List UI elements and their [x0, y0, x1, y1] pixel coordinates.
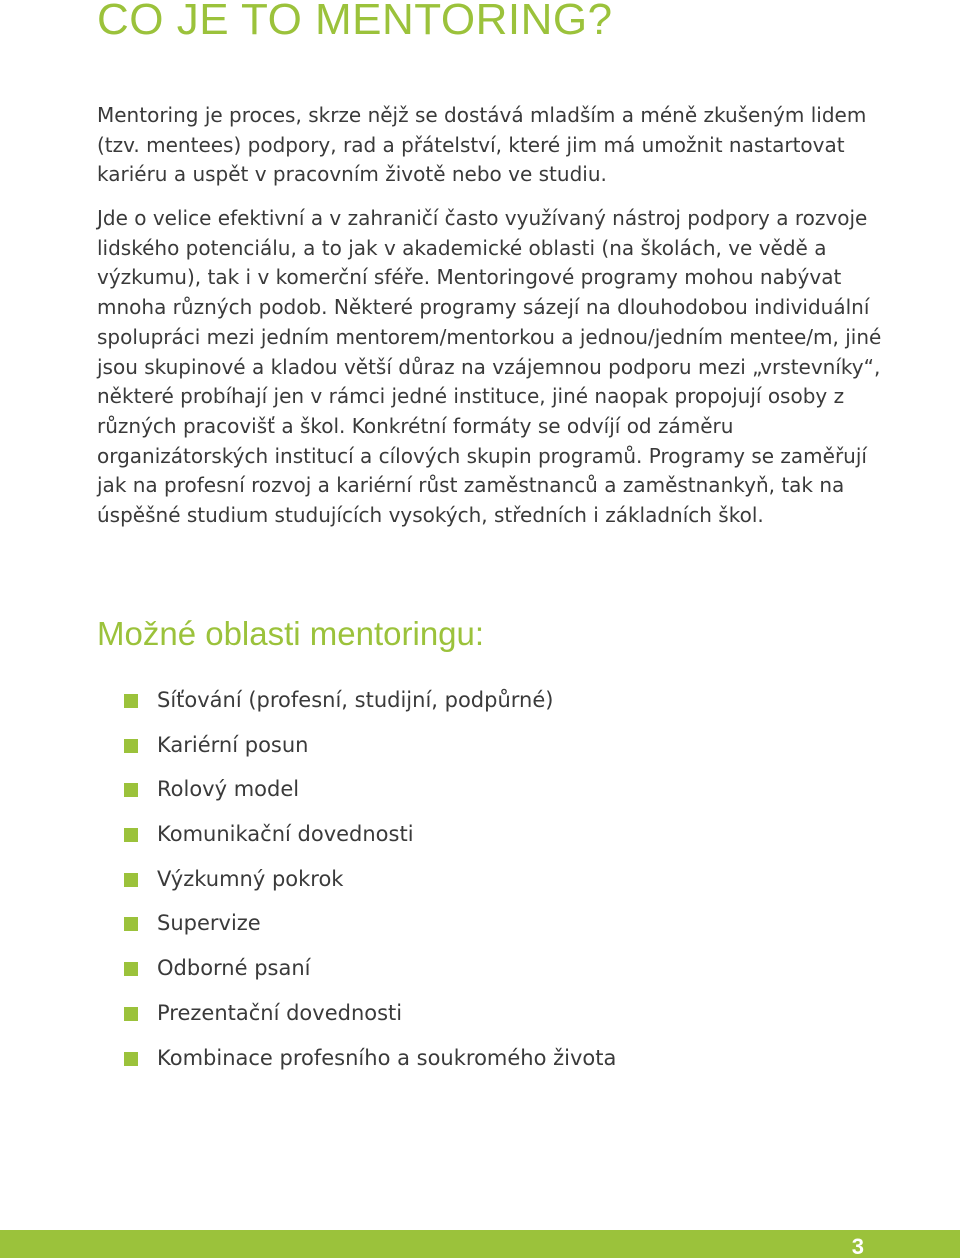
- square-bullet-icon: [124, 873, 138, 887]
- square-bullet-icon: [124, 739, 138, 753]
- area-item-label: Supervize: [157, 911, 261, 936]
- areas-heading: Možné oblasti mentoringu:: [97, 615, 485, 652]
- area-item: [97, 684, 616, 729]
- area-item-label: Odborné psaní: [157, 956, 311, 981]
- area-item-label: Síťování (profesní, studijní, podpůrné): [157, 688, 554, 712]
- page-title: CO JE TO MENTORING?: [97, 0, 613, 44]
- area-item: [97, 997, 616, 1042]
- area-item: [97, 818, 616, 863]
- area-item: [97, 863, 616, 908]
- area-item: [97, 773, 616, 818]
- square-bullet-icon: [124, 962, 138, 976]
- area-item: [97, 729, 616, 774]
- page-number: 3: [851, 1234, 864, 1259]
- square-bullet-icon: [124, 1052, 138, 1066]
- square-bullet-icon: [124, 1007, 138, 1021]
- description-paragraph: Jde o velice efektivní a v zahraničí často využívaný nástroj podpory a rozvoje lidského potenciálu, a to jak v akademické oblasti (na školách, ve vědě a výzkumu), tak i v komerční sféře. Mentoringové programy mohou nabývat mnoha různých podob. Některé programy sázejí na dlouhodobou individuální spolupráci mezi jedním mentorem/mentorkou a jednou/jedním mentee/m, jiné jsou skupinové a kladou větší důraz na vzájemnou podporu mezi „vrstevníky“, některé probíhají jen v rámci jedné instituce, jiné naopak propojují osoby z různých pracovišť a škol. Konkrétní formáty se odvíjí od záměru organizátorských institucí a cílových skupin programů. Programy se zaměřují jak na profesní rozvoj a kariérní růst zaměstnanců a zaměstnankyň, tak na úspěšné studium studujících vysokých, středních i základních škol.: [97, 206, 882, 528]
- areas-list: [97, 684, 616, 1086]
- area-item-label: Výzkumný pokrok: [157, 866, 344, 891]
- square-bullet-icon: [124, 783, 138, 797]
- area-item-label: Prezentační dovednosti: [157, 1000, 403, 1025]
- square-bullet-icon: [124, 828, 138, 842]
- area-item: [97, 952, 616, 997]
- square-bullet-icon: [124, 917, 138, 931]
- area-item-label: Kombinace profesního a soukromého života: [157, 1045, 617, 1070]
- area-item: [97, 1042, 616, 1087]
- footer-bar: [0, 1230, 960, 1258]
- square-bullet-icon: [124, 694, 138, 708]
- intro-paragraph: Mentoring je proces, skrze nějž se dostává mladším a méně zkušeným lidem (tzv. mentees) podpory, rad a přátelství, které jim má umožnit nastartovat kariéru a uspět v pracovním životě nebo ve studiu.: [97, 103, 867, 187]
- area-item: [97, 907, 616, 952]
- area-item-label: Kariérní posun: [157, 732, 309, 757]
- area-item-label: Rolový model: [157, 777, 300, 802]
- area-item-label: Komunikační dovednosti: [157, 822, 414, 847]
